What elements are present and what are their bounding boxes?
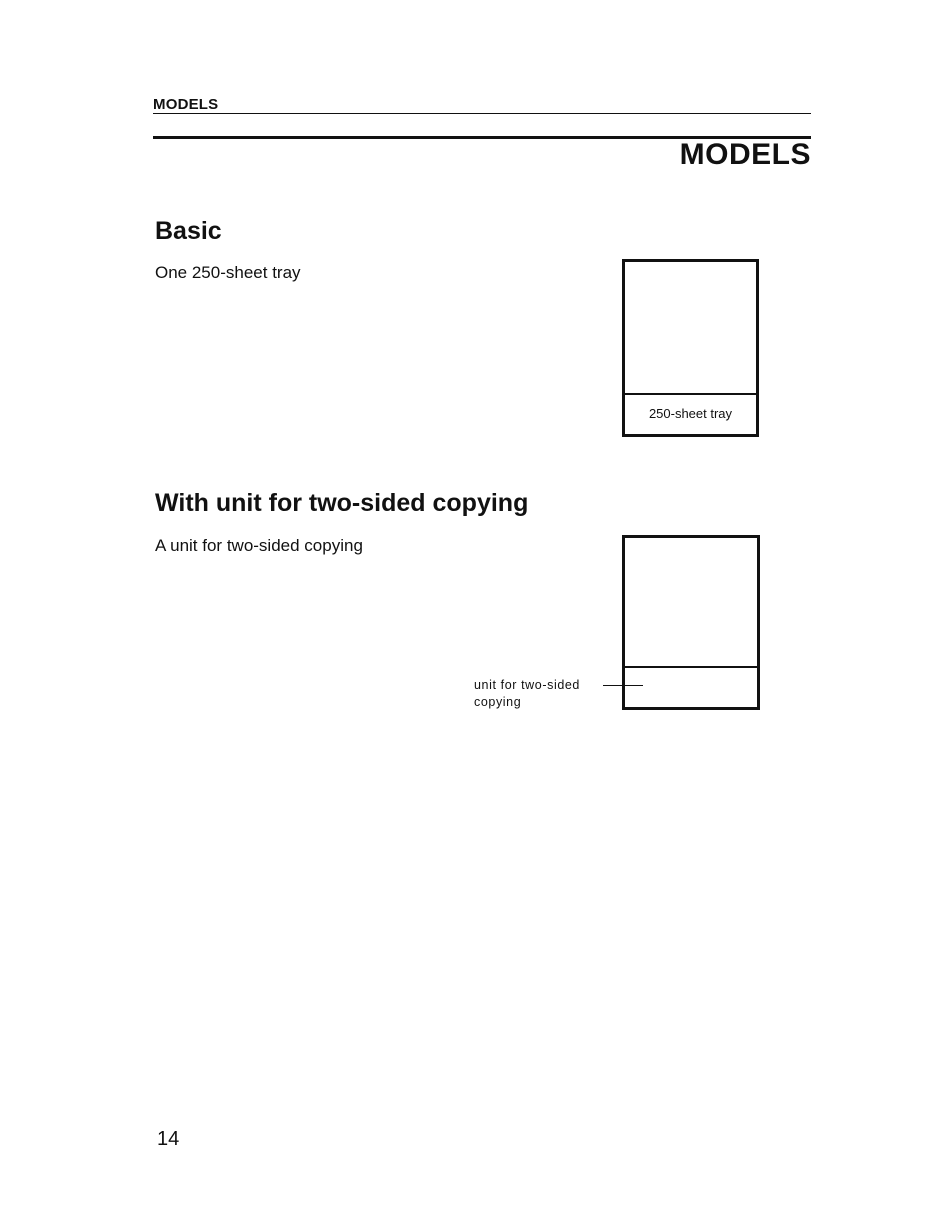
duplex-unit-callout <box>474 677 580 711</box>
section-description-basic: One 250-sheet tray <box>155 263 301 282</box>
tray-label: 250-sheet tray <box>648 406 733 421</box>
duplex-unit-divider <box>625 666 757 668</box>
section-description-duplex: A unit for two-sided copying <box>155 536 363 555</box>
tray-divider <box>625 393 756 395</box>
section-heading-basic: Basic <box>155 217 222 245</box>
copier-diagram-basic <box>622 259 759 437</box>
section-heading-duplex: With unit for two-sided copying <box>155 489 529 517</box>
callout-line-1: unit for two-sided <box>474 678 580 692</box>
page-number: 14 <box>157 1128 180 1150</box>
callout-line-2: copying <box>474 695 522 709</box>
running-head: MODELS <box>153 96 219 113</box>
copier-diagram-duplex <box>622 535 760 710</box>
callout-leader-line <box>603 685 643 686</box>
header-rule-thin <box>153 113 811 114</box>
chapter-title: MODELS <box>679 138 811 171</box>
